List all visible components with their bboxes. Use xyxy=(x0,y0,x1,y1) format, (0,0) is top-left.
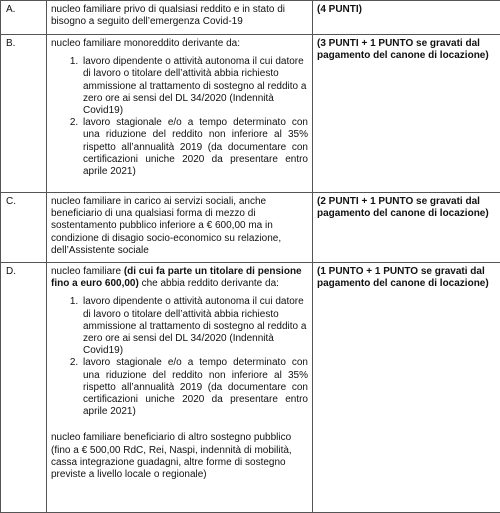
row-points: (2 PUNTI + 1 PUNTO se gravati dal pagamento del canone di locazione) xyxy=(313,193,500,263)
row-description: nucleo familiare in carico ai servizi sociali, anche beneficiario di una qualsiasi forma di mezzo di sostentamento pubblico inferiore a € 600,00 ma in condizione di disagio socio-economico su relazione, dell’Assistente sociale xyxy=(47,193,313,263)
row-list xyxy=(51,296,308,418)
row-points: (3 PUNTI + 1 PUNTO se gravati dal pagamento del canone di locazione) xyxy=(313,35,500,193)
table-row-d xyxy=(1,263,500,513)
list-item: 1. lavoro dipendente o attività autonoma il cui datore di lavoro o titolare dell’attività abbia richiesto ammissione al trattamento di sostegno al reddito a zero ore ai sensi del DL 34/2020 (Indennità Covid19) xyxy=(81,56,308,117)
table-row-b xyxy=(1,35,500,193)
row-letter: A. xyxy=(1,1,47,35)
list-item: 2. lavoro stagionale e/o a tempo determinato con una riduzione del reddito non inferiore al 35% rispetto all’annualità 2019 (da documentare con certificazioni uniche 2020 da presentare entro aprile 2021) xyxy=(81,117,308,178)
row-extra: nucleo familiare beneficiario di altro sostegno pubblico (fino a € 500,00 RdC, Rei, Naspi, indennità di mobilità, cassa integrazione guadagni, altre forme di sostegno previste a livello locale o regionale) xyxy=(51,432,308,481)
row-description xyxy=(47,263,313,513)
row-letter: C. xyxy=(1,193,47,263)
row-description xyxy=(47,35,313,193)
row-list xyxy=(51,56,308,178)
list-item: 1. lavoro dipendente o attività autonoma il cui datore di lavoro o titolare dell’attività abbia richiesto ammissione al trattamento di sostegno al reddito a zero ore ai sensi del DL 34/2020 (Indennità Covid19) xyxy=(81,296,308,357)
row-intro: nucleo familiare (di cui fa parte un titolare di pensione fino a euro 600,00) che abbia reddito derivante da: xyxy=(51,266,308,290)
row-points: (1 PUNTO + 1 PUNTO se gravati dal pagamento del canone di locazione) xyxy=(313,263,500,513)
table-row-a xyxy=(1,1,500,35)
row-letter: B. xyxy=(1,35,47,193)
row-description: nucleo familiare privo di qualsiasi reddito e in stato di bisogno a seguito dell’emergenza Covid-19 xyxy=(47,1,313,35)
table-row-c xyxy=(1,193,500,263)
row-intro: nucleo familiare monoreddito derivante da: xyxy=(51,38,308,50)
row-points: (4 PUNTI) xyxy=(313,1,500,35)
list-item: 2. lavoro stagionale e/o a tempo determinato con una riduzione del reddito non inferiore al 35% rispetto all’annualità 2019 (da documentare con certificazioni uniche 2020 da presentare entro aprile 2021) xyxy=(81,357,308,418)
row-letter: D. xyxy=(1,263,47,513)
